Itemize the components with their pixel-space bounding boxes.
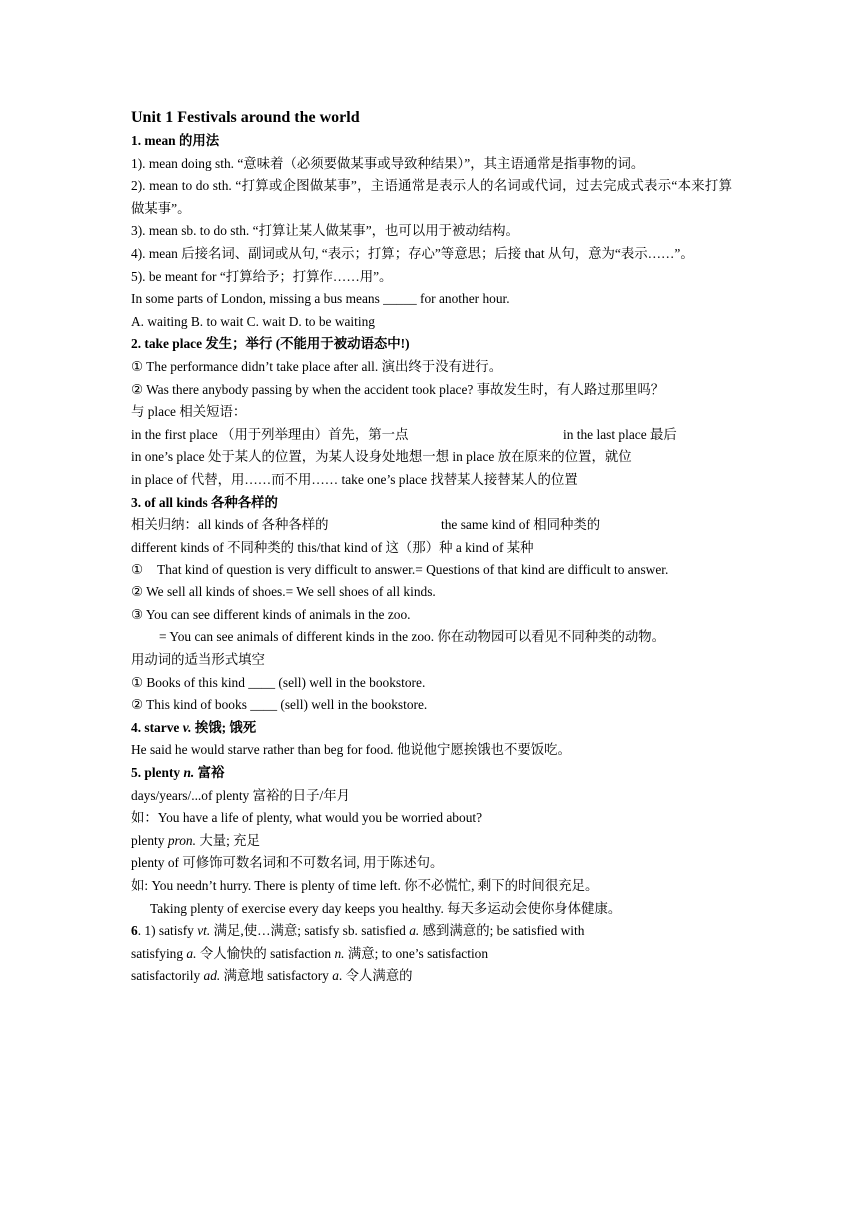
s1-options: A. waiting B. to wait C. wait D. to be waiting bbox=[131, 313, 375, 329]
s3-example-1-number: ① bbox=[131, 562, 144, 578]
s6-l2-pos-2: n. bbox=[334, 945, 345, 961]
s2-phrase-last-place: in the last place 最后 bbox=[563, 426, 677, 442]
s6-l2-pos-1: a. bbox=[186, 945, 197, 961]
s3-example-3: ③ You can see different kinds of animals in the zoo. bbox=[131, 606, 411, 622]
s1-item-2: 2). mean to do sth. “打算或企图做某事”，主语通常是表示人的名词或代词，过去完成式表示“本来打算做某事”。 bbox=[131, 178, 732, 216]
s6-l3-part-c: . 令人满意的 bbox=[338, 968, 413, 984]
s4-heading-meaning: 挨饿; 饿死 bbox=[191, 719, 257, 735]
s5-line-4: plenty of 可修饰可数名词和不可数名词, 用于陈述句。 bbox=[131, 855, 444, 871]
s5-heading-word: 5. plenty bbox=[131, 765, 184, 781]
s4-example: He said he would starve rather than beg for food. 他说他宁愿挨饿也不要饭吃。 bbox=[131, 742, 571, 758]
s3-fill-1: ① Books of this kind ____ (sell) well in the bookstore. bbox=[131, 674, 426, 690]
s3-example-2: ② We sell all kinds of shoes.= We sell shoes of all kinds. bbox=[131, 584, 436, 600]
s6-l2-part-b: 令人愉快的 satisfaction bbox=[196, 945, 335, 961]
s5-heading-meaning: 富裕 bbox=[194, 765, 225, 781]
s5-pron-pos: pron. bbox=[167, 832, 196, 848]
s4-heading-pos: v. bbox=[182, 719, 192, 735]
s6-line-2 bbox=[131, 943, 732, 966]
s4-heading-word: 4. starve bbox=[131, 719, 183, 735]
s1-item-5: 5). be meant for “打算给予；打算作……用”。 bbox=[131, 268, 393, 284]
s6-l1-part-b: 满足,使…满意; satisfy sb. satisfied bbox=[210, 923, 410, 939]
s6-l1-pos-2: a. bbox=[409, 923, 420, 939]
s6-l2-part-c: 满意; to one’s satisfaction bbox=[344, 945, 489, 961]
s2-phrases-title: 与 place 相关短语： bbox=[131, 404, 247, 420]
s3-summary-row-1 bbox=[131, 514, 732, 537]
s6-l2-part-a: satisfying bbox=[131, 945, 187, 961]
s3-example-1-text: That kind of question is very difficult to answer.= Questions of that kind are difficult to answer. bbox=[157, 562, 669, 578]
s6-l3-part-b: 满意地 satisfactory bbox=[220, 968, 333, 984]
s3-summary-row-2: different kinds of 不同种类的 this/that kind of 这（那）种 a kind of 某种 bbox=[131, 539, 534, 555]
s5-line-5: 如: You needn’t hurry. There is plenty of time left. 你不必慌忙, 剩下的时间很充足。 bbox=[131, 878, 599, 893]
s6-l1-pos-1: vt. bbox=[197, 923, 211, 939]
s3-example-3-alt: = You can see animals of different kinds in the zoo. 你在动物园可以看见不同种类的动物。 bbox=[159, 629, 666, 645]
s2-phrase-row-2: in one’s place 处于某人的位置，为某人设身处地想一想 in place 放在原来的位置，就位 bbox=[131, 449, 632, 465]
s6-line-3 bbox=[131, 965, 732, 988]
section-5-heading bbox=[131, 762, 732, 785]
s3-fill-title: 用动词的适当形式填空 bbox=[131, 652, 265, 668]
s2-phrase-row-1 bbox=[131, 424, 732, 447]
s5-line-3 bbox=[131, 830, 732, 853]
s3-same-kind: the same kind of 相同种类的 bbox=[441, 517, 601, 533]
section-1-heading: 1. mean 的用法 bbox=[131, 133, 220, 148]
s2-example-1: ① The performance didn’t take place after all. 演出终于没有进行。 bbox=[131, 358, 503, 374]
s6-l3-pos-1: ad. bbox=[203, 968, 221, 984]
s1-item-3: 3). mean sb. to do sth. “打算让某人做某事”，也可以用于被动结构。 bbox=[131, 223, 519, 239]
s2-heading-note: (不能用于被动语态中!) bbox=[275, 336, 410, 352]
s6-line-1 bbox=[131, 920, 732, 943]
s5-pron-meaning: 大量; 充足 bbox=[195, 832, 260, 848]
s3-fill-2: ② This kind of books ____ (sell) well in the bookstore. bbox=[131, 697, 428, 713]
s5-pron-word: plenty bbox=[131, 832, 168, 848]
unit-title: Unit 1 Festivals around the world bbox=[131, 109, 360, 126]
s1-item-4: 4). mean 后接名词、副词或从句, “表示；打算；存心”等意思；后接 that 从句，意为“表示……”。 bbox=[131, 245, 694, 261]
s2-phrase-first-place: in the first place （用于列举理由）首先，第一点 bbox=[131, 426, 409, 442]
s6-l3-pos-2: a bbox=[332, 968, 339, 984]
s1-item-1: 1). mean doing sth. “意味着（必须要做某事或导致种结果）”，其主语通常是指事物的词。 bbox=[131, 155, 645, 171]
s2-phrase-row-3: in place of 代替，用……而不用…… take one’s place 找替某人接替某人的位置 bbox=[131, 471, 578, 487]
s6-number: 6 bbox=[131, 923, 138, 939]
section-3-heading: 3. of all kinds 各种各样的 bbox=[131, 494, 278, 510]
s6-l1-part-c: 感到满意的; be satisfied with bbox=[419, 923, 585, 939]
s3-example-1 bbox=[131, 559, 732, 581]
section-2-heading bbox=[131, 333, 732, 356]
s6-l1-part-a: . 1) satisfy bbox=[137, 923, 198, 939]
section-4-heading bbox=[131, 717, 732, 740]
s5-line-6: Taking plenty of exercise every day keeps you healthy. 每天多运动会使你身体健康。 bbox=[150, 900, 622, 916]
s6-l3-part-a: satisfactorily bbox=[131, 968, 204, 984]
s2-example-2: ② Was there anybody passing by when the accident took place? 事故发生时，有人路过那里吗？ bbox=[131, 381, 665, 397]
s3-all-kinds: 相关归纳：all kinds of 各种各样的 bbox=[131, 517, 329, 533]
s5-line-2: 如：You have a life of plenty, what would you be worried about? bbox=[131, 810, 483, 826]
s2-heading-bold: 2. take place 发生；举行 bbox=[131, 336, 276, 352]
s5-line-1: days/years/...of plenty 富裕的日子/年月 bbox=[131, 787, 351, 803]
s5-heading-pos: n. bbox=[183, 765, 195, 781]
s1-question: In some parts of London, missing a bus means _____ for another hour. bbox=[131, 291, 510, 307]
